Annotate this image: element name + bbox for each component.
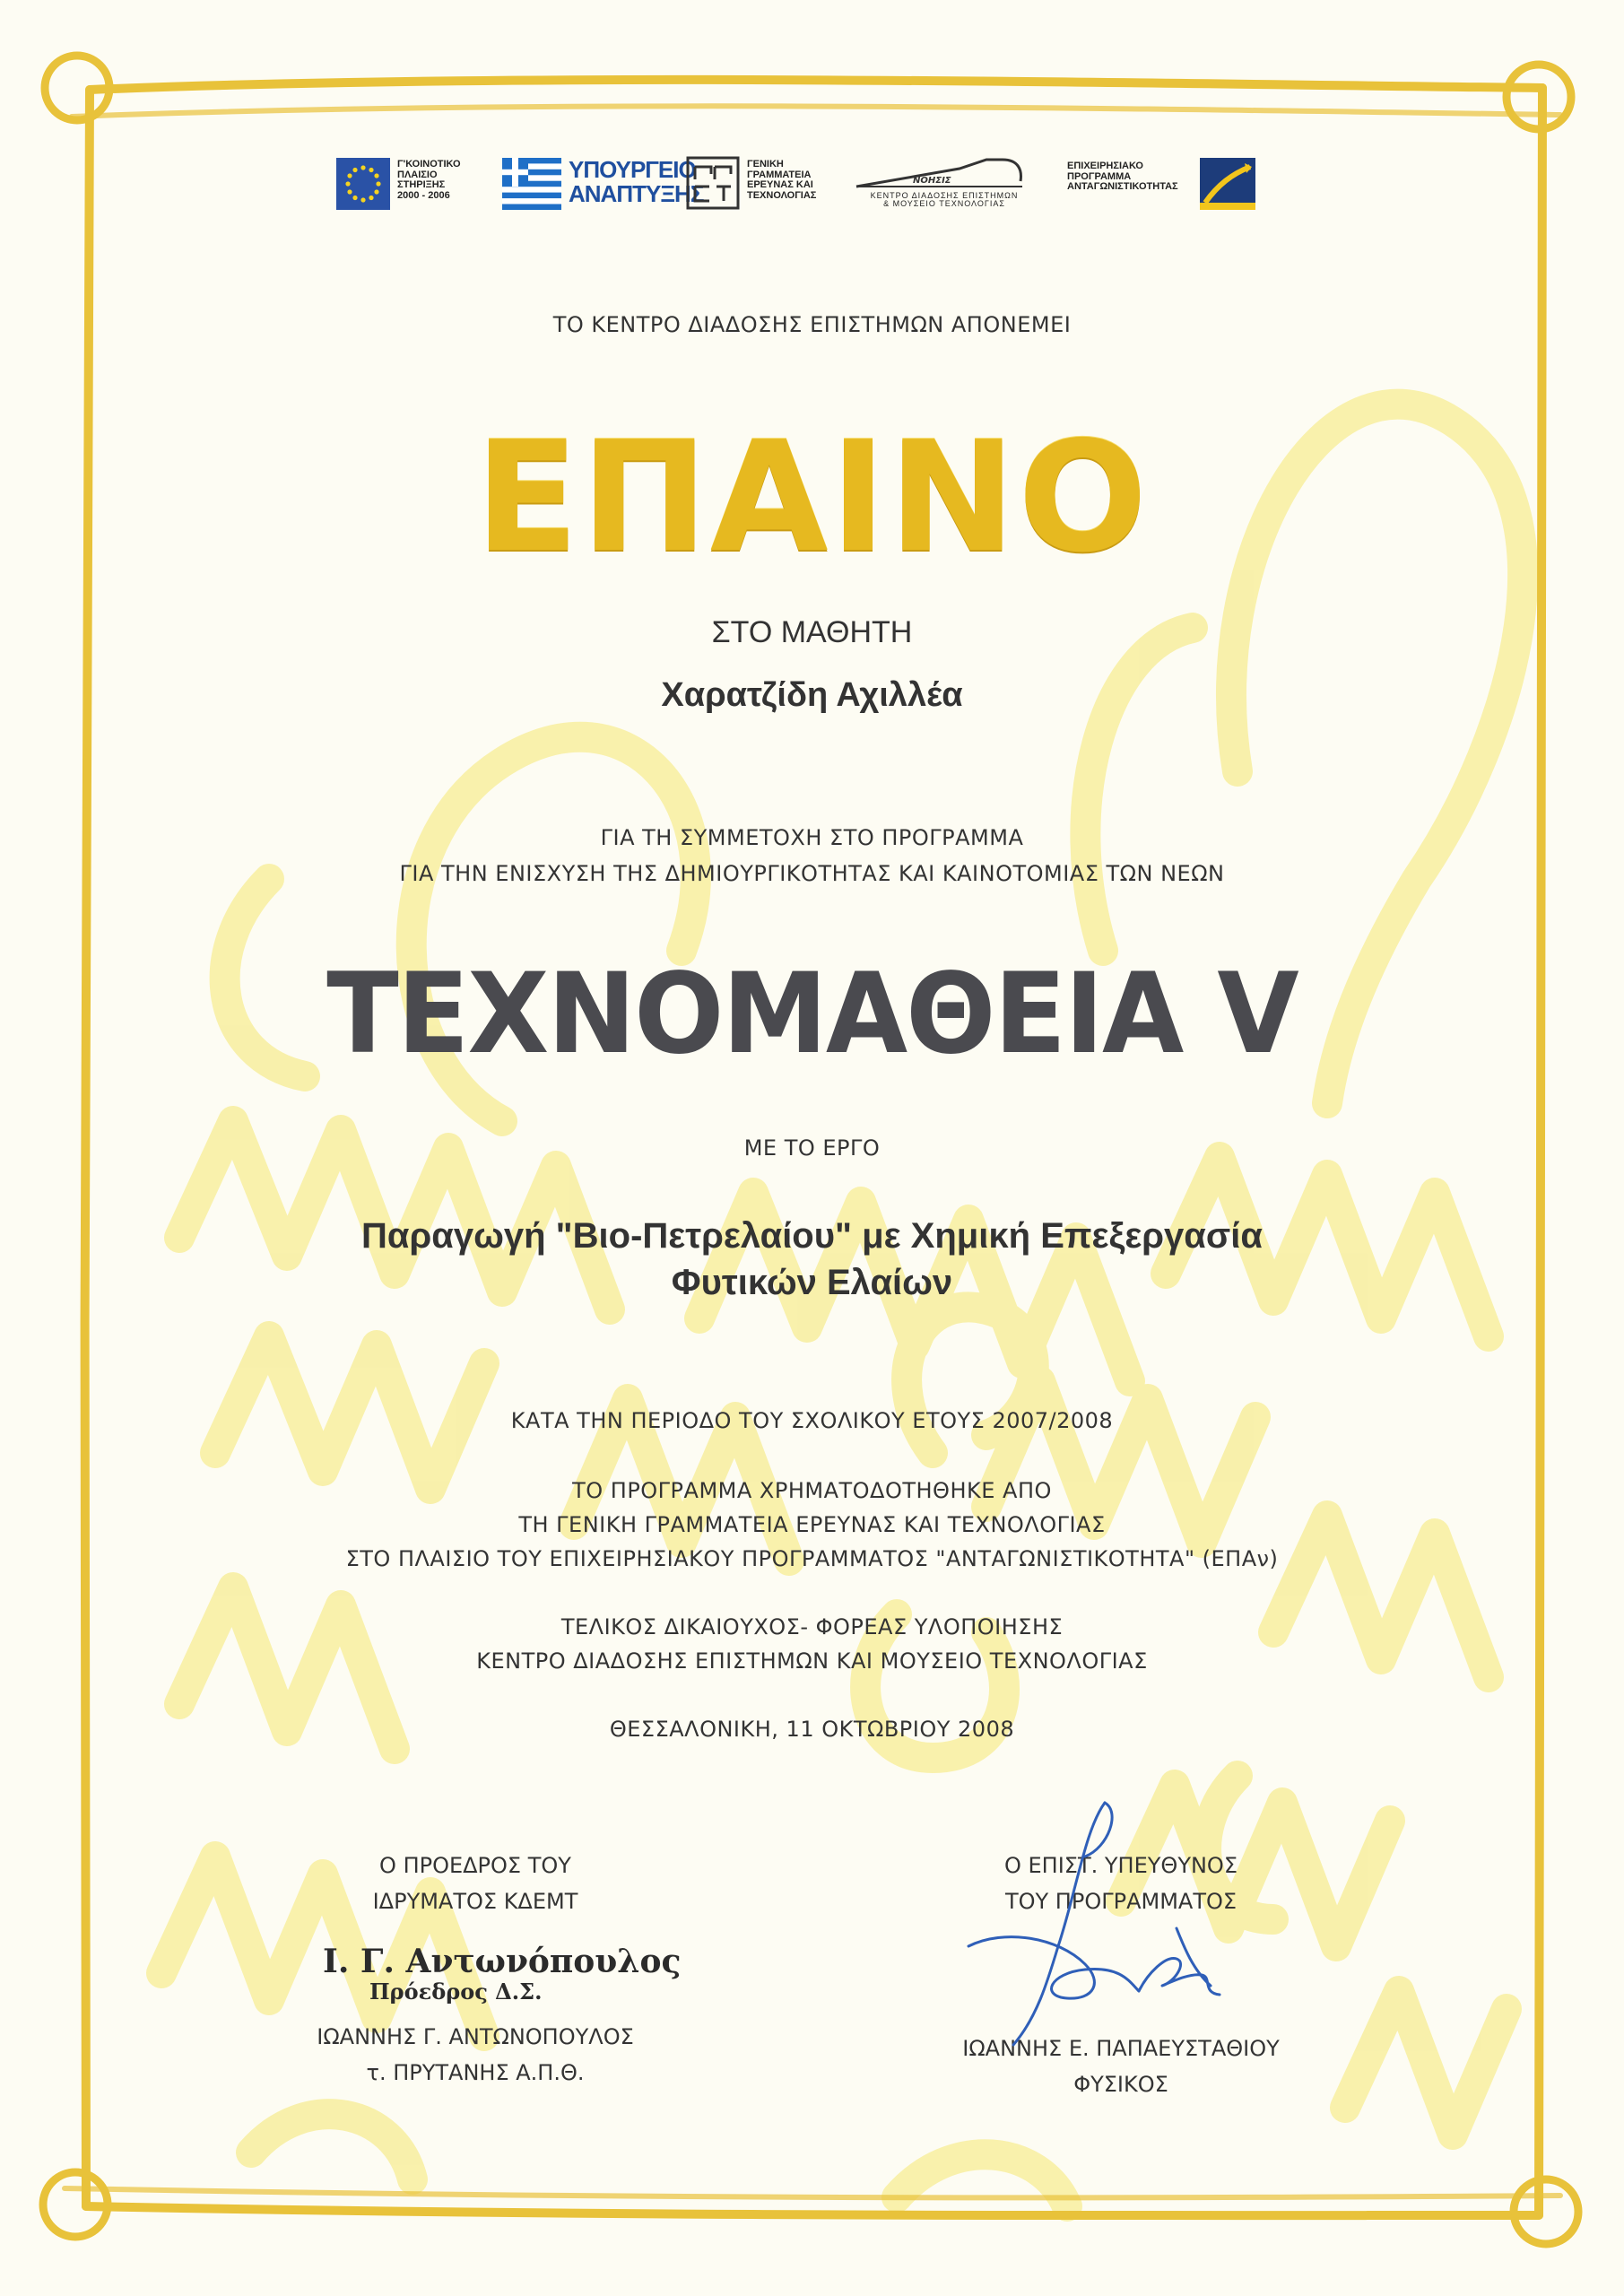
noesis-wordmark: ΝΟΗΣΙΣ: [913, 176, 951, 186]
signatory-left: [287, 1853, 682, 2085]
logo-text: 2000 - 2006: [397, 189, 450, 201]
project-label: ΜΕ ΤΟ ΕΡΓΟ: [743, 1135, 881, 1161]
logo-text: ΣΤΗΡΙΞΗΣ: [397, 179, 446, 191]
logo-text: ΤΕΧΝΟΛΟΓΙΑΣ: [747, 189, 817, 201]
signatory-role-line-2: ΙΔΡΥΜΑΤΟΣ ΚΔΕΜΤ: [372, 1889, 578, 1914]
signatory-stamp-title: Πρόεδρος Δ.Σ.: [369, 1979, 543, 2005]
logo-text: & ΜΟΥΣΕΙΟ ΤΕΧΝΟΛΟΓΙΑΣ: [883, 199, 1005, 209]
gget-icon: [686, 156, 740, 210]
logo-text: ΓΡΑΜΜΑΤΕΙΑ: [747, 169, 812, 180]
epan-icon: [1200, 158, 1255, 210]
handwritten-signature: [951, 1794, 1255, 2054]
logo-text: ΚΕΝΤΡΟ ΔΙΑΔΟΣΗΣ ΕΠΙΣΤΗΜΩΝ: [870, 191, 1019, 200]
project-title-line-1: Παραγωγή "Βιο-Πετρελαίου" με Χημική Επεξεργασία: [361, 1216, 1263, 1256]
sponsor-logos: [336, 154, 1251, 222]
beneficiary-line-1: ΤΕΛΙΚΟΣ ΔΙΚΑΙΟΥΧΟΣ- ΦΟΡΕΑΣ ΥΛΟΠΟΙΗΣΗΣ: [560, 1614, 1064, 1639]
signatory-name: ΙΩΑΝΝΗΣ Ε. ΠΑΠΑΕΥΣΤΑΘΙΟΥ: [962, 2036, 1280, 2061]
logo-text: ΕΡΕΥΝΑΣ ΚΑΙ: [747, 179, 813, 191]
student-label: ΣΤΟ ΜΑΘΗΤΗ: [711, 615, 913, 649]
signatory-name: ΙΩΑΝΝΗΣ Γ. ΑΝΤΩΝΟΠΟΥΛΟΣ: [317, 2024, 634, 2049]
signatory-role-line-2: ΤΟΥ ΠΡΟΓΡΑΜΜΑΤΟΣ: [1004, 1889, 1238, 1914]
signatory-role-line-1: Ο ΕΠΙΣΤ. ΥΠΕΥΘΥΝΟΣ: [1004, 1853, 1238, 1878]
participation-line-2: ΓΙΑ ΤΗΝ ΕΝΙΣΧΥΣΗ ΤΗΣ ΔΗΜΙΟΥΡΓΙΚΟΤΗΤΑΣ ΚΑΙ ΚΑΙΝΟΤΟΜΙΑΣ ΤΩΝ ΝΕΩΝ: [399, 861, 1225, 886]
logo-text: ΕΠΙΧΕΙΡΗΣΙΑΚΟ: [1067, 161, 1143, 171]
logo-text: ΑΝΤΑΓΩΝΙΣΤΙΚΟΤΗΤΑΣ: [1067, 181, 1178, 193]
period-line: ΚΑΤΑ ΤΗΝ ΠΕΡΙΟΔΟ ΤΟΥ ΣΧΟΛΙΚΟΥ ΕΤΟΥΣ 2007/2008: [510, 1408, 1114, 1433]
funding-line-1: ΤΟ ΠΡΟΓΡΑΜΜΑ ΧΡΗΜΑΤΟΔΟΤΗΘΗΚΕ ΑΠΟ: [572, 1478, 1052, 1503]
program-title: ΤΕΧΝΟΜΑΘΕΙΑ V: [326, 948, 1298, 1079]
participation-line-1: ΓΙΑ ΤΗ ΣΥΜΜΕΤΟΧΗ ΣΤΟ ΠΡΟΓΡΑΜΜΑ: [600, 825, 1024, 850]
place-date: ΘΕΣΣΑΛΟΝΙΚΗ, 11 ΟΚΤΩΒΡΙΟΥ 2008: [609, 1717, 1015, 1742]
signatory-stamp-name: Ι. Γ. Αντωνόπουλος: [323, 1943, 682, 1980]
student-name: Χαρατζίδη Αχιλλέα: [661, 676, 963, 714]
funding-line-3: ΣΤΟ ΠΛΑΙΣΙΟ ΤΟΥ ΕΠΙΧΕΙΡΗΣΙΑΚΟΥ ΠΡΟΓΡΑΜΜΑΤΟΣ "ΑΝΤΑΓΩΝΙΣΤΙΚΟΤΗΤΑ" (ΕΠΑν): [345, 1546, 1279, 1571]
greek-flag-icon: [502, 158, 561, 210]
logo-text: Γ'ΚΟΙΝΟΤΙΚΟ: [397, 159, 461, 170]
signatory-title: ΦΥΣΙΚΟΣ: [1073, 2072, 1168, 2097]
signatory-title: τ. ΠΡΥΤΑΝΗΣ Α.Π.Θ.: [366, 2060, 585, 2085]
noesis-icon: [852, 154, 1031, 190]
eu-flag-icon: [336, 158, 390, 210]
logo-text: ΥΠΟΥΡΓΕΙΟ: [569, 156, 696, 183]
project-title-line-2: Φυτικών Ελαίων: [671, 1263, 953, 1302]
logo-text: ΓΕΝΙΚΗ: [747, 159, 784, 170]
logo-text: ΠΛΑΙΣΙΟ: [397, 169, 438, 180]
signatory-role-line-1: Ο ΠΡΟΕΔΡΟΣ ΤΟΥ: [379, 1853, 571, 1878]
beneficiary-line-2: ΚΕΝΤΡΟ ΔΙΑΔΟΣΗΣ ΕΠΙΣΤΗΜΩΝ ΚΑΙ ΜΟΥΣΕΙΟ ΤΕΧΝΟΛΟΓΙΑΣ: [476, 1648, 1148, 1674]
logo-text: ΠΡΟΓΡΑΜΜΑ: [1067, 170, 1132, 182]
funding-line-2: ΤΗ ΓΕΝΙΚΗ ΓΡΑΜΜΑΤΕΙΑ ΕΡΕΥΝΑΣ ΚΑΙ ΤΕΧΝΟΛΟΓΙΑΣ: [518, 1512, 1106, 1537]
logo-text: ΑΝΑΠΤΥΞΗΣ: [569, 180, 704, 208]
header-line: ΤΟ ΚΕΝΤΡΟ ΔΙΑΔΟΣΗΣ ΕΠΙΣΤΗΜΩΝ ΑΠΟΝΕΜΕΙ: [552, 312, 1072, 337]
award-title: ΕΠΑΙΝΟ: [474, 409, 1150, 587]
